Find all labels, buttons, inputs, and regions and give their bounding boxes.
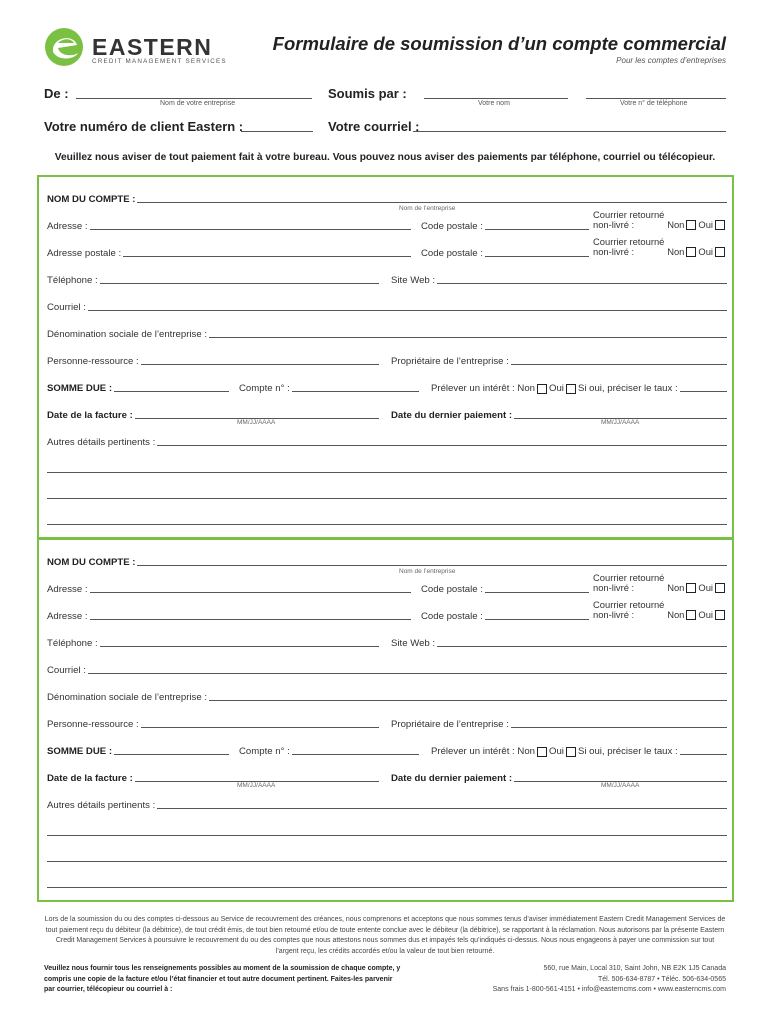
postal-code-field[interactable] bbox=[485, 591, 589, 593]
de-hint: Nom de votre entreprise bbox=[160, 100, 236, 107]
address-label: Adresse : bbox=[47, 584, 88, 595]
interest-non-checkbox[interactable] bbox=[537, 747, 547, 757]
website-field[interactable] bbox=[437, 282, 727, 284]
submitter-phone-field[interactable] bbox=[586, 98, 726, 99]
mailing-address-field[interactable] bbox=[90, 618, 411, 620]
postal-code-label: Code postale : bbox=[421, 221, 483, 232]
contact-person-label: Personne-ressource : bbox=[47, 356, 139, 367]
returned-mail-line1: Courrier retourné bbox=[593, 599, 665, 610]
rate-field[interactable] bbox=[680, 753, 727, 755]
mailing-address-field[interactable] bbox=[123, 255, 411, 257]
non-checkbox[interactable] bbox=[686, 610, 696, 620]
returned-mail-label bbox=[593, 210, 727, 230]
telephone-field[interactable] bbox=[100, 282, 379, 284]
logo-tagline: CREDIT MANAGEMENT SERVICES bbox=[92, 58, 227, 65]
contact-block bbox=[493, 964, 726, 996]
non-label: Non bbox=[667, 219, 685, 230]
owner-field[interactable] bbox=[511, 726, 727, 728]
invoice-date-hint: MM/JJ/AAAA bbox=[237, 419, 276, 426]
email-label: Courriel : bbox=[47, 665, 86, 676]
de-label: De : bbox=[44, 86, 69, 101]
email-field[interactable] bbox=[88, 309, 727, 311]
mailing-address-label: Adresse postale : bbox=[47, 248, 122, 259]
oui-checkbox[interactable] bbox=[715, 220, 725, 230]
oui-label: Oui bbox=[698, 582, 713, 593]
legal-name-label: Dénomination sociale de l’entreprise : bbox=[47, 329, 207, 340]
oui-label: Oui bbox=[698, 609, 713, 620]
website-field[interactable] bbox=[437, 645, 727, 647]
phone-fax: Tél. 506-634-8787 • Téléc. 506-634-0565 bbox=[597, 975, 726, 983]
non-checkbox[interactable] bbox=[686, 247, 696, 257]
non-checkbox[interactable] bbox=[686, 220, 696, 230]
returned-mail-line1: Courrier retourné bbox=[593, 209, 665, 220]
mailing-address: 560, rue Main, Local 310, Saint John, NB E2K 1J5 Canada bbox=[543, 965, 726, 972]
non-label: Non bbox=[667, 609, 685, 620]
amount-due-label: SOMME DUE : bbox=[47, 746, 113, 757]
other-details-line[interactable] bbox=[47, 472, 727, 473]
email-field[interactable] bbox=[88, 672, 727, 674]
account-name-field[interactable] bbox=[137, 201, 727, 203]
account-name-label: NOM DU COMPTE : bbox=[47, 557, 136, 568]
account-name-hint: Nom de l’entreprise bbox=[399, 205, 456, 212]
account-number-field[interactable] bbox=[292, 390, 419, 392]
last-payment-hint: MM/JJ/AAAA bbox=[601, 782, 640, 789]
de-field[interactable] bbox=[76, 98, 312, 99]
returned-mail-line2: non-livré : bbox=[593, 219, 635, 230]
account-number-label: Compte n° : bbox=[239, 383, 290, 394]
returned-mail-label bbox=[593, 600, 727, 620]
invoice-date-hint: MM/JJ/AAAA bbox=[237, 782, 276, 789]
legal-name-field[interactable] bbox=[209, 699, 727, 701]
returned-mail-line2: non-livré : bbox=[593, 246, 635, 257]
account-box-1 bbox=[37, 175, 734, 539]
returned-mail-line2: non-livré : bbox=[593, 582, 635, 593]
website-label: Site Web : bbox=[391, 638, 436, 649]
form-title: Formulaire de soumission d’un compte commercial bbox=[272, 33, 726, 54]
telephone-label: Téléphone : bbox=[47, 275, 98, 286]
client-number-field[interactable] bbox=[241, 131, 313, 132]
telephone-field[interactable] bbox=[100, 645, 379, 647]
amount-due-field[interactable] bbox=[114, 390, 229, 392]
postal-code-field[interactable] bbox=[485, 618, 589, 620]
owner-label: Propriétaire de l’entreprise : bbox=[391, 356, 509, 367]
client-number-label: Votre numéro de client Eastern : bbox=[44, 119, 244, 134]
address-field[interactable] bbox=[90, 591, 411, 593]
rate-field[interactable] bbox=[680, 390, 727, 392]
email-field[interactable] bbox=[413, 131, 726, 132]
amount-due-label: SOMME DUE : bbox=[47, 383, 113, 394]
legal-terms: Lors de la soumission du ou des comptes ci-dessous au Service de recouvrement des créances, nous comprenons et acceptons que nous sommes tenus d’aviser immédiatement Eastern Credit Management Services de tout paiement reçu du débiteur (la débitrice), de tout crédit émis, de tout bien retourné et/ou de toute entente conclue avec le débiteur (la débitrice), se rapportant à la réclamation. Nous autorisons par la présente Eastern Credit Management Services à poursuivre le recouvrement du ou des comptes que nous attestons nous sommes dus et impayés tels qu’indiqués ci-dessus. Nous nous engageons à payer une commission sur tout l’argent reçu, les crédits accordés et/ou la valeur de tout bien retourné. bbox=[44, 916, 726, 955]
interest-non-checkbox[interactable] bbox=[537, 384, 547, 394]
other-details-label: Autres détails pertinents : bbox=[47, 437, 156, 448]
account-number-field[interactable] bbox=[292, 753, 419, 755]
website-label: Site Web : bbox=[391, 275, 436, 286]
returned-mail-line1: Courrier retourné bbox=[593, 236, 665, 247]
rate-label: Si oui, préciser le taux : bbox=[577, 746, 678, 757]
non-label: Non bbox=[667, 582, 685, 593]
email-label: Votre courriel : bbox=[328, 119, 420, 134]
account-number-label: Compte n° : bbox=[239, 746, 290, 757]
last-payment-label: Date du dernier paiement : bbox=[391, 410, 513, 421]
address-label: Adresse : bbox=[47, 221, 88, 232]
postal-code-label: Code postale : bbox=[421, 611, 483, 622]
email-label: Courriel : bbox=[47, 302, 86, 313]
owner-label: Propriétaire de l’entreprise : bbox=[391, 719, 509, 730]
account-name-field[interactable] bbox=[137, 564, 727, 566]
other-details-line[interactable] bbox=[47, 887, 727, 888]
name-hint: Votre nom bbox=[478, 100, 510, 107]
contact-person-field[interactable] bbox=[141, 726, 379, 728]
other-details-line[interactable] bbox=[47, 861, 727, 862]
postal-code-label: Code postale : bbox=[421, 248, 483, 259]
interest-oui-checkbox[interactable] bbox=[566, 384, 576, 394]
non-label: Non bbox=[667, 246, 685, 257]
returned-mail-line1: Courrier retourné bbox=[593, 572, 665, 583]
returned-mail-label bbox=[593, 573, 727, 593]
last-payment-label: Date du dernier paiement : bbox=[391, 773, 513, 784]
mailing-address-label: Adresse : bbox=[47, 611, 88, 622]
interest-oui-label: Oui bbox=[549, 383, 564, 394]
postal-code-field[interactable] bbox=[485, 228, 589, 230]
phone-hint: Votre n° de téléphone bbox=[620, 100, 688, 107]
other-details-line[interactable] bbox=[47, 524, 727, 525]
returned-mail-line2: non-livré : bbox=[593, 609, 635, 620]
other-details-line[interactable] bbox=[47, 835, 727, 836]
oui-label: Oui bbox=[698, 246, 713, 257]
payment-notice: Veuillez nous aviser de tout paiement fait à votre bureau. Vous pouvez nous aviser des paiements par téléphone, courriel ou télécopieur. bbox=[54, 152, 716, 163]
address-field[interactable] bbox=[90, 228, 411, 230]
telephone-label: Téléphone : bbox=[47, 638, 98, 649]
interest-oui-checkbox[interactable] bbox=[566, 747, 576, 757]
legal-name-label: Dénomination sociale de l’entreprise : bbox=[47, 692, 207, 703]
soumis-label: Soumis par : bbox=[328, 86, 407, 101]
other-details-field[interactable] bbox=[157, 444, 727, 446]
postal-code-label: Code postale : bbox=[421, 584, 483, 595]
oui-checkbox[interactable] bbox=[715, 583, 725, 593]
other-details-line[interactable] bbox=[47, 498, 727, 499]
toll-free-email-web: Sans frais 1-800-561-4151 • info@easterncms.com • www.easterncms.com bbox=[492, 986, 726, 993]
account-box-2 bbox=[37, 538, 734, 902]
account-name-label: NOM DU COMPTE : bbox=[47, 194, 136, 205]
postal-code-field[interactable] bbox=[485, 255, 589, 257]
non-checkbox[interactable] bbox=[686, 583, 696, 593]
other-details-label: Autres détails pertinents : bbox=[47, 800, 156, 811]
submission-instructions: Veuillez nous fournir tous les renseignements possibles au moment de la soumission de chaque compte, y compris une copie de la facture et/ou l’état financier et tout autre document pertinent. Faites-les parvenir par courrier, télécopieur ou courriel à : bbox=[44, 965, 401, 993]
oui-label: Oui bbox=[698, 219, 713, 230]
submitter-name-field[interactable] bbox=[424, 98, 568, 99]
form-subtitle: Pour les comptes d’entreprises bbox=[616, 56, 726, 65]
interest-label: Prélever un intérêt : Non bbox=[431, 383, 535, 394]
account-name-hint: Nom de l’entreprise bbox=[399, 568, 456, 575]
contact-person-label: Personne-ressource : bbox=[47, 719, 139, 730]
other-details-field[interactable] bbox=[157, 807, 727, 809]
contact-person-field[interactable] bbox=[141, 363, 379, 365]
logo-wordmark: EASTERN bbox=[92, 34, 213, 60]
last-payment-hint: MM/JJ/AAAA bbox=[601, 419, 640, 426]
returned-mail-label bbox=[593, 237, 727, 257]
amount-due-field[interactable] bbox=[114, 753, 229, 755]
legal-name-field[interactable] bbox=[209, 336, 727, 338]
oui-checkbox[interactable] bbox=[715, 610, 725, 620]
owner-field[interactable] bbox=[511, 363, 727, 365]
invoice-date-label: Date de la facture : bbox=[47, 410, 133, 421]
oui-checkbox[interactable] bbox=[715, 247, 725, 257]
rate-label: Si oui, préciser le taux : bbox=[577, 383, 678, 394]
interest-label: Prélever un intérêt : Non bbox=[431, 746, 535, 757]
interest-oui-label: Oui bbox=[549, 746, 564, 757]
invoice-date-label: Date de la facture : bbox=[47, 773, 133, 784]
